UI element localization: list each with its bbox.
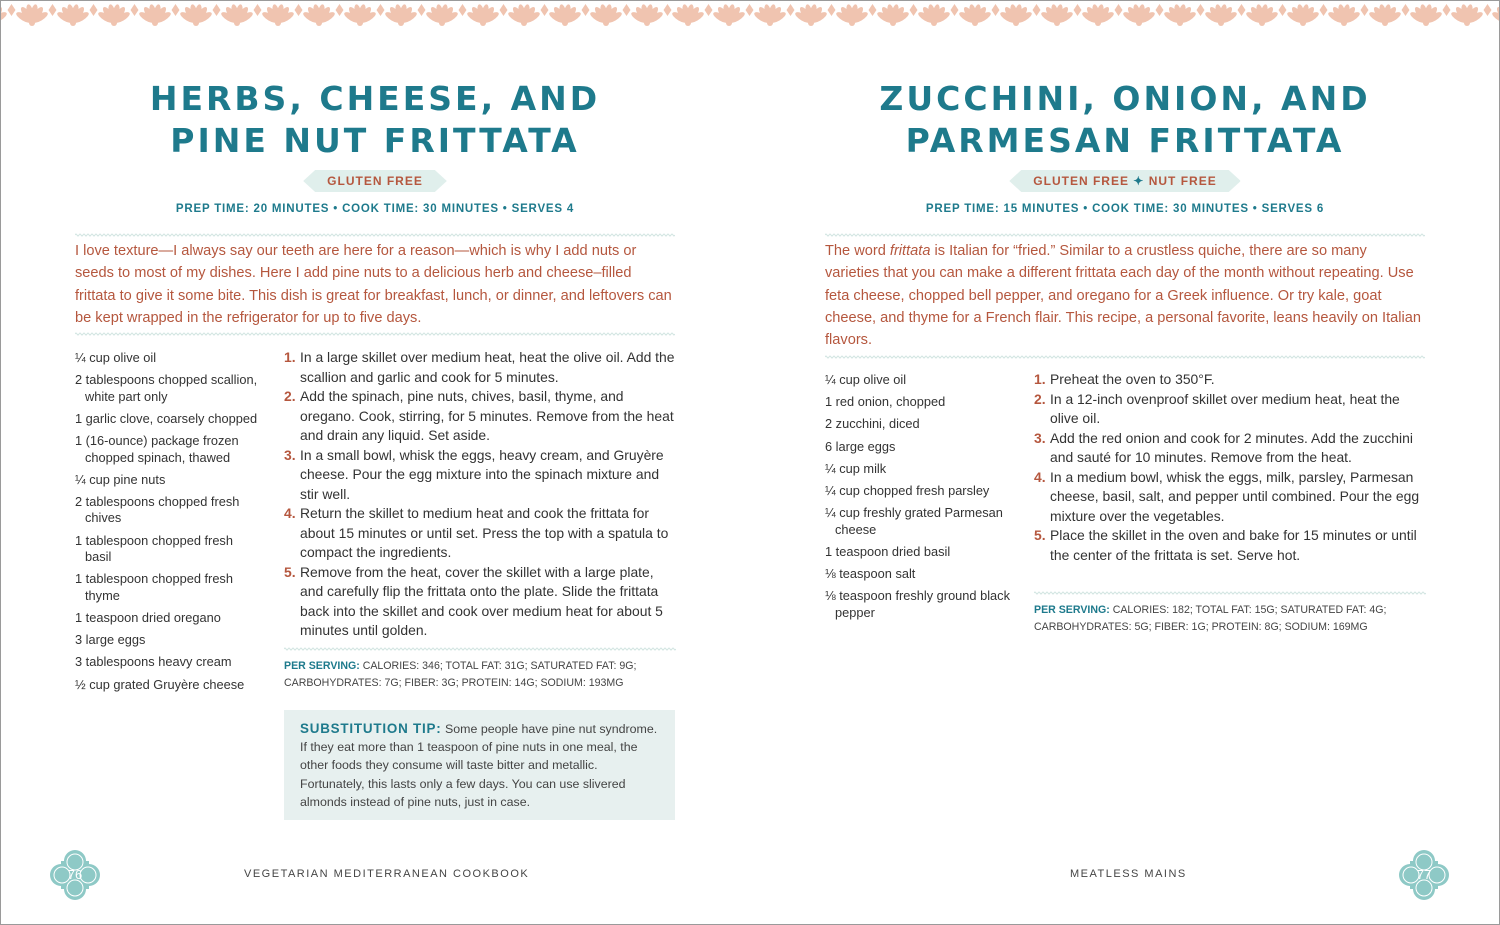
- ingredient-item: 1 tablespoon chopped fresh basil: [75, 532, 233, 565]
- diet-badge-label: GLUTEN FREE: [327, 174, 423, 188]
- wavy-divider: [825, 232, 1425, 238]
- step-text: In a large skillet over medium heat, heat the olive oil. Add the scallion and garlic and cook for 5 minutes.: [300, 349, 675, 385]
- wavy-divider: [1034, 590, 1426, 596]
- ingredient-item: ¼ cup olive oil: [75, 350, 157, 365]
- diet-badge: [1009, 170, 1240, 192]
- step-text: Remove from the heat, cover the skillet with a large plate, and carefully flip the frittata onto the plate. Slide the frittata back into the skillet and cook over medium heat for about 5 minutes until golden.: [300, 563, 663, 638]
- ingredient-item: ⅛ teaspoon freshly ground black pepper: [825, 588, 1010, 620]
- ingredient-item: ⅛ teaspoon salt: [825, 566, 916, 581]
- badge-nut-free: NUT FREE: [1148, 174, 1217, 188]
- nutrition-values: CALORIES: 182; TOTAL FAT: 15G; SATURATED FAT: 4G; CARBOHYDRATES: 5G; FIBER: 1G; PROTEIN: 8G; SODIUM: 169MG: [1034, 604, 1387, 633]
- step-number: 5.: [284, 563, 296, 580]
- diet-badge-label: [1009, 170, 1240, 192]
- step-item: [1034, 468, 1426, 527]
- recipe-title-line1: ZUCCHINI, ONION, AND: [879, 79, 1371, 118]
- ingredient-item: ¼ cup pine nuts: [75, 471, 166, 487]
- step-item: [284, 387, 676, 446]
- footer-section-title: MEATLESS MAINS: [1070, 868, 1187, 880]
- prep-cook-serves: PREP TIME: 20 MINUTES • COOK TIME: 30 MINUTES • SERVES 4: [175, 203, 575, 215]
- recipe-title: [825, 78, 1425, 162]
- nutrition-info: [284, 658, 676, 692]
- ingredient-item: ¼ cup chopped fresh parsley: [825, 482, 990, 498]
- step-item: [284, 348, 676, 387]
- prep-cook-serves: PREP TIME: 15 MINUTES • COOK TIME: 30 MINUTES • SERVES 6: [925, 203, 1325, 215]
- step-number: 5.: [1034, 527, 1046, 543]
- step-number: 4.: [1034, 468, 1046, 485]
- step-number: 2.: [284, 388, 296, 404]
- step-item: [1034, 370, 1426, 390]
- ingredient-item: 1 tablespoon chopped fresh thyme: [75, 571, 233, 603]
- wavy-divider: [284, 646, 676, 652]
- step-number: 1.: [284, 349, 296, 365]
- step-item: [1034, 390, 1426, 429]
- intro-italic-word: frittata: [889, 243, 931, 259]
- step-number: 3.: [284, 446, 296, 463]
- ingredient-item: 1 red onion, chopped: [825, 394, 946, 410]
- step-item: [1034, 429, 1426, 468]
- ingredient-item: 6 large eggs: [825, 438, 896, 454]
- wavy-divider: [75, 232, 675, 238]
- page-number-badge-right: [1399, 850, 1449, 900]
- step-text: In a medium bowl, whisk the eggs, milk, parsley, Parmesan cheese, basil, salt, and pepper until combined. Pour the egg mixture over the vegetables.: [1050, 468, 1420, 524]
- step-item: [284, 563, 676, 641]
- intro-after: is Italian for “fried.” Similar to a crustless quiche, there are so many varieties that you can make a different frittata each day of the month without repeating. Use feta cheese, chopped bell pepper, and oregano for a Greek influence. Or try kale, goat cheese, and thyme for a French flair. This recipe, a personal favorite, leans heavily on Italian flavors.: [825, 243, 1421, 349]
- step-number: 1.: [1034, 371, 1046, 387]
- tip-text: Some people have pine nut syndrome. If they eat more than 1 teaspoon of pine nuts in one meal, the other foods they consume will taste bitter and metallic. Fortunately, this lasts only a few days. You can use slivered almonds instead of pine nuts, just in case.: [300, 722, 658, 809]
- right-page: [825, 0, 1425, 925]
- ingredient-item: ¼ cup olive oil: [825, 372, 907, 387]
- step-text: Add the spinach, pine nuts, chives, basil, thyme, and oregano. Cook, stirring, for 5 minutes. Remove from the heat and drain any liquid. Set aside.: [300, 388, 674, 443]
- left-page: [75, 0, 675, 925]
- step-text: Add the red onion and cook for 2 minutes. Add the zucchini and sauté for 10 minutes. Remove from the heat.: [1050, 429, 1413, 465]
- ingredient-item: 1 teaspoon dried oregano: [75, 610, 221, 625]
- ingredient-item: ¼ cup milk: [825, 460, 887, 476]
- step-number: 3.: [1034, 429, 1046, 446]
- step-text: In a small bowl, whisk the eggs, heavy cream, and Gruyère cheese. Pour the egg mixture into the spinach mixture and stir well.: [300, 446, 664, 502]
- ingredient-list: [75, 350, 260, 699]
- step-text: Preheat the oven to 350°F.: [1050, 371, 1215, 387]
- step-number: 4.: [284, 505, 296, 521]
- ingredient-item: 2 tablespoons chopped fresh chives: [75, 493, 240, 526]
- ingredient-item: ½ cup grated Gruyère cheese: [75, 676, 245, 692]
- intro-before: The word: [825, 243, 890, 259]
- recipe-title-line2: PARMESAN FRITTATA: [905, 121, 1345, 160]
- step-list: [284, 348, 676, 641]
- wavy-divider: [825, 354, 1425, 360]
- ingredient-item: 1 (16-ounce) package frozen chopped spinach, thawed: [75, 433, 239, 465]
- nutrition-info: [1034, 602, 1426, 636]
- ingredient-item: 2 zucchini, diced: [825, 416, 920, 432]
- step-list: [1034, 370, 1426, 565]
- recipe-intro: [825, 240, 1425, 351]
- page-number-badge-left: [50, 850, 100, 900]
- step-text: In a 12-inch ovenproof skillet over medium heat, heat the olive oil.: [1050, 390, 1400, 426]
- wavy-divider: [75, 331, 675, 337]
- ingredient-item: ¼ cup freshly grated Parmesan cheese: [825, 505, 1003, 537]
- badge-gluten-free: GLUTEN FREE: [1033, 174, 1129, 188]
- ingredient-item: 3 large eggs: [75, 632, 146, 648]
- step-number: 2.: [1034, 390, 1046, 407]
- step-item: [284, 504, 676, 563]
- tip-label: SUBSTITUTION TIP:: [300, 721, 442, 736]
- page-number: 77: [1416, 867, 1432, 882]
- page-number: 76: [67, 867, 83, 882]
- recipe-intro: I love texture—I always say our teeth are here for a reason—which is why I add nuts or seeds to most of my dishes. Here I add pine nuts to a delicious herb and cheese–filled frittata to give it some bite. This dish is great for breakfast, lunch, or dinner, and leftovers can be kept wrapped in the refrigerator for up to five days.: [75, 243, 672, 326]
- nutrition-label: PER SERVING:: [284, 660, 360, 672]
- ingredient-item: 1 teaspoon dried basil: [825, 543, 951, 559]
- step-item: [284, 446, 676, 505]
- ingredient-item: 3 tablespoons heavy cream: [75, 654, 232, 670]
- ingredient-item: 1 garlic clove, coarsely chopped: [75, 410, 258, 426]
- ingredient-list: [825, 372, 1010, 627]
- recipe-title-line1: HERBS, CHEESE, AND: [149, 79, 601, 118]
- recipe-title-line2: PINE NUT FRITTATA: [170, 121, 580, 160]
- step-text: Return the skillet to medium heat and cook the frittata for about 15 minutes or until set. Press the top with a spatula to compact the ingredients.: [300, 505, 669, 560]
- star-separator-icon: ✦: [1133, 174, 1145, 188]
- substitution-tip: [284, 710, 675, 820]
- nutrition-values: CALORIES: 346; TOTAL FAT: 31G; SATURATED FAT: 9G; CARBOHYDRATES: 7G; FIBER: 3G; PROTEIN: 14G; SODIUM: 193MG: [284, 660, 637, 689]
- step-text: Place the skillet in the oven and bake for 15 minutes or until the center of the frittata is set. Serve hot.: [1050, 527, 1417, 563]
- diet-badge: [303, 170, 447, 192]
- recipe-title: [75, 78, 675, 162]
- footer-book-title: VEGETARIAN MEDITERRANEAN COOKBOOK: [244, 868, 530, 880]
- ingredient-item: 2 tablespoons chopped scallion, white part only: [75, 372, 258, 404]
- nutrition-label: PER SERVING:: [1034, 604, 1110, 616]
- step-item: [1034, 526, 1426, 565]
